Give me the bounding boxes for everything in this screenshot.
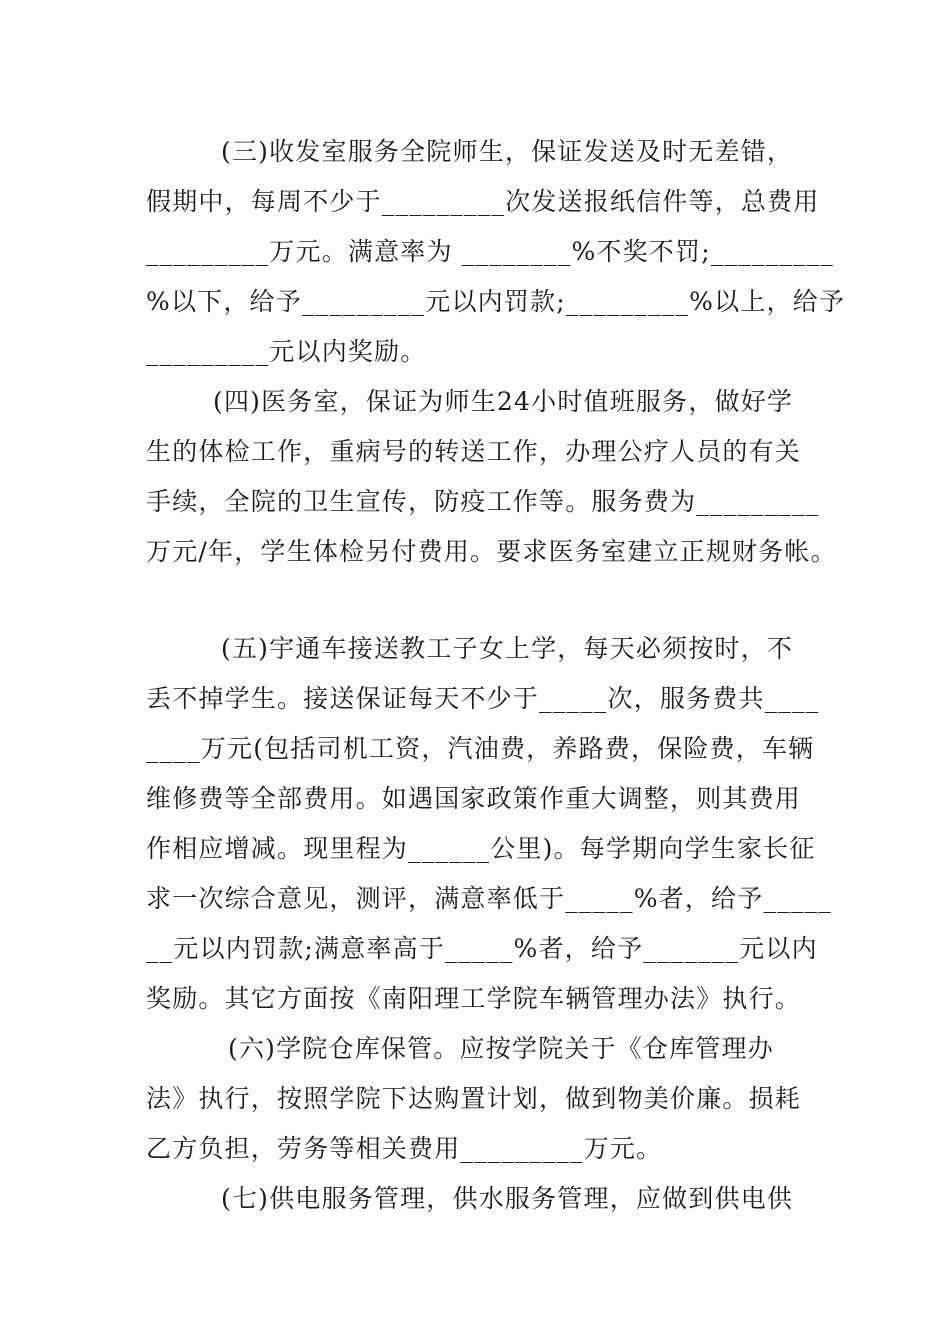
sec6-line-2: 法》执行，按照学院下达购置计划，做到物美价廉。损耗 [146, 1084, 802, 1113]
sec3-line-2: 假期中，每周不少于_________次发送报纸信件等，总费用 [146, 187, 820, 216]
sec5-line-3: ____万元(包括司机工资，汽油费，养路费，保险费，车辆 [146, 734, 815, 763]
sec3-line-4: %以下，给予_________元以内罚款;_________%以上，给予 [146, 287, 846, 316]
sec4-line-4: 万元/年，学生体检另付费用。要求医务室建立正规财务帐。 [146, 537, 837, 566]
sec6-line-1: (六)学院仓库保管。应按学院关于《仓库管理办 [228, 1034, 774, 1063]
sec4-line-2: 生的体检工作，重病号的转送工作，办理公疗人员的有关 [146, 437, 802, 466]
sec5-line-6: 求一次综合意见，测评，满意率低于_____%者，给予_____ [146, 884, 832, 913]
sec5-line-1: (五)宇通车接送教工子女上学，每天必须按时，不 [221, 634, 794, 663]
sec4-line-3: 手续，全院的卫生宣传，防疫工作等。服务费为_________ [146, 487, 820, 516]
sec3-line-5: _________元以内奖励。 [146, 337, 427, 366]
sec3-line-1: (三)收发室服务全院师生，保证发送及时无差错， [221, 137, 794, 166]
sec3-line-3: _________万元。满意率为 ________%不奖不罚;_________ [146, 237, 835, 266]
sec4-line-1: (四)医务室，保证为师生24小时值班服务，做好学 [213, 387, 794, 416]
sec5-line-2: 丢不掉学生。接送保证每天不少于_____次，服务费共____ [146, 684, 820, 713]
sec7-line-1: (七)供电服务管理，供水服务管理，应做到供电供 [221, 1184, 794, 1213]
sec6-line-3: 乙方负担，劳务等相关费用_________万元。 [146, 1134, 663, 1163]
sec5-line-5: 作相应增减。现里程为______公里)。每学期向学生家长征 [146, 834, 816, 863]
sec5-line-7: __元以内罚款;满意率高于_____%者，给予_______元以内 [146, 934, 818, 963]
sec5-line-4: 维修费等全部费用。如遇国家政策作重大调整，则其费用 [146, 784, 802, 813]
sec5-line-8: 奖励。其它方面按《南阳理工学院车辆管理办法》执行。 [146, 984, 802, 1013]
